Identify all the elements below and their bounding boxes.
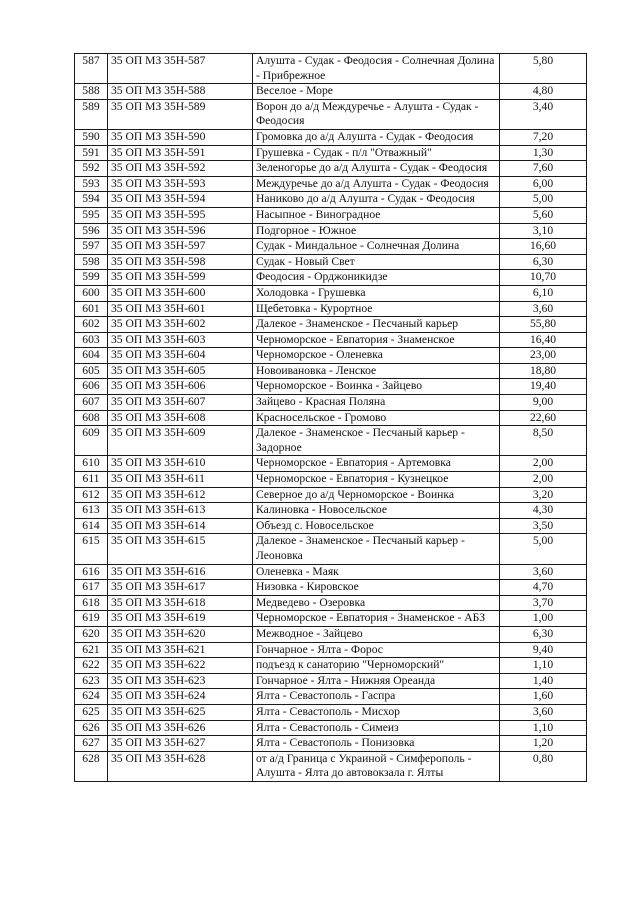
road-name-cell: Красносельское - Громово	[253, 410, 500, 426]
road-length-cell: 7,60	[500, 161, 587, 177]
road-length-cell: 23,00	[500, 348, 587, 364]
table-row	[75, 673, 587, 689]
table-row	[75, 564, 587, 580]
road-code-cell: 35 ОП МЗ 35Н-610	[108, 456, 253, 472]
road-length-cell: 1,20	[500, 736, 587, 752]
table-row	[75, 317, 587, 333]
row-number-cell: 621	[75, 642, 108, 658]
row-number-cell: 598	[75, 254, 108, 270]
road-code-cell: 35 ОП МЗ 35Н-596	[108, 223, 253, 239]
row-number-cell: 617	[75, 580, 108, 596]
row-number-cell: 620	[75, 626, 108, 642]
road-code-cell: 35 ОП МЗ 35Н-611	[108, 472, 253, 488]
road-code-cell: 35 ОП МЗ 35Н-622	[108, 658, 253, 674]
road-length-cell: 0,80	[500, 751, 587, 781]
table-row	[75, 426, 587, 456]
table-row	[75, 379, 587, 395]
road-length-cell: 3,60	[500, 704, 587, 720]
table-row	[75, 161, 587, 177]
road-length-cell: 1,40	[500, 673, 587, 689]
table-row	[75, 145, 587, 161]
roads-table	[74, 53, 587, 782]
road-length-cell: 9,00	[500, 395, 587, 411]
table-row	[75, 580, 587, 596]
road-name-cell: Щебетовка - Курортное	[253, 301, 500, 317]
table-row	[75, 54, 587, 84]
table-row	[75, 348, 587, 364]
road-length-cell: 19,40	[500, 379, 587, 395]
row-number-cell: 592	[75, 161, 108, 177]
road-code-cell: 35 ОП МЗ 35Н-588	[108, 84, 253, 100]
table-row	[75, 363, 587, 379]
table-row	[75, 472, 587, 488]
road-name-cell: Межводное - Зайцево	[253, 626, 500, 642]
road-code-cell: 35 ОП МЗ 35Н-609	[108, 426, 253, 456]
road-name-cell: Зайцево - Красная Поляна	[253, 395, 500, 411]
row-number-cell: 608	[75, 410, 108, 426]
road-code-cell: 35 ОП МЗ 35Н-616	[108, 564, 253, 580]
road-length-cell: 5,00	[500, 534, 587, 564]
table-row	[75, 720, 587, 736]
road-name-cell: Низовка - Кировское	[253, 580, 500, 596]
row-number-cell: 589	[75, 99, 108, 129]
road-length-cell: 6,00	[500, 176, 587, 192]
road-length-cell: 8,50	[500, 426, 587, 456]
table-row	[75, 487, 587, 503]
road-code-cell: 35 ОП МЗ 35Н-612	[108, 487, 253, 503]
road-code-cell: 35 ОП МЗ 35Н-628	[108, 751, 253, 781]
road-code-cell: 35 ОП МЗ 35Н-613	[108, 503, 253, 519]
road-length-cell: 1,30	[500, 145, 587, 161]
row-number-cell: 606	[75, 379, 108, 395]
road-name-cell: Ворон до а/д Междуречье - Алушта - Судак - Феодосия	[253, 99, 500, 129]
road-name-cell: Черноморское - Евпатория - Кузнецкое	[253, 472, 500, 488]
road-code-cell: 35 ОП МЗ 35Н-621	[108, 642, 253, 658]
road-name-cell: Калиновка - Новосельское	[253, 503, 500, 519]
road-code-cell: 35 ОП МЗ 35Н-627	[108, 736, 253, 752]
road-name-cell: Далекое - Знаменское - Песчаный карьер - Задорное	[253, 426, 500, 456]
road-code-cell: 35 ОП МЗ 35Н-617	[108, 580, 253, 596]
road-name-cell: Гончарное - Ялта - Нижняя Ореанда	[253, 673, 500, 689]
row-number-cell: 594	[75, 192, 108, 208]
road-length-cell: 5,80	[500, 54, 587, 84]
table-row	[75, 410, 587, 426]
road-name-cell: Судак - Новый Свет	[253, 254, 500, 270]
road-name-cell: Холодовка - Грушевка	[253, 285, 500, 301]
road-length-cell: 7,20	[500, 129, 587, 145]
road-length-cell: 5,60	[500, 207, 587, 223]
road-code-cell: 35 ОП МЗ 35Н-626	[108, 720, 253, 736]
row-number-cell: 607	[75, 395, 108, 411]
table-row	[75, 254, 587, 270]
road-name-cell: Ялта - Севастополь - Понизовка	[253, 736, 500, 752]
table-row	[75, 704, 587, 720]
table-row	[75, 626, 587, 642]
road-length-cell: 4,70	[500, 580, 587, 596]
table-row	[75, 223, 587, 239]
road-length-cell: 1,10	[500, 658, 587, 674]
road-name-cell: Судак - Миндальное - Солнечная Долина	[253, 239, 500, 255]
road-name-cell: Оленевка - Маяк	[253, 564, 500, 580]
road-code-cell: 35 ОП МЗ 35Н-615	[108, 534, 253, 564]
road-code-cell: 35 ОП МЗ 35Н-594	[108, 192, 253, 208]
road-code-cell: 35 ОП МЗ 35Н-587	[108, 54, 253, 84]
row-number-cell: 605	[75, 363, 108, 379]
road-code-cell: 35 ОП МЗ 35Н-595	[108, 207, 253, 223]
table-row	[75, 270, 587, 286]
row-number-cell: 601	[75, 301, 108, 317]
road-code-cell: 35 ОП МЗ 35Н-601	[108, 301, 253, 317]
row-number-cell: 587	[75, 54, 108, 84]
road-name-cell: Ялта - Севастополь - Мисхор	[253, 704, 500, 720]
road-code-cell: 35 ОП МЗ 35Н-604	[108, 348, 253, 364]
road-name-cell: Алушта - Судак - Феодосия - Солнечная Долина - Прибрежное	[253, 54, 500, 84]
row-number-cell: 609	[75, 426, 108, 456]
road-name-cell: Медведево - Озеровка	[253, 595, 500, 611]
road-length-cell: 1,10	[500, 720, 587, 736]
road-code-cell: 35 ОП МЗ 35Н-605	[108, 363, 253, 379]
road-code-cell: 35 ОП МЗ 35Н-593	[108, 176, 253, 192]
table-row	[75, 518, 587, 534]
row-number-cell: 588	[75, 84, 108, 100]
road-length-cell: 55,80	[500, 317, 587, 333]
road-name-cell: Черноморское - Воинка - Зайцево	[253, 379, 500, 395]
road-name-cell: Черноморское - Евпатория - Артемовка	[253, 456, 500, 472]
road-name-cell: подъезд к санаторию "Черноморский"	[253, 658, 500, 674]
road-name-cell: Подгорное - Южное	[253, 223, 500, 239]
road-length-cell: 3,10	[500, 223, 587, 239]
road-name-cell: Феодосия - Орджоникидзе	[253, 270, 500, 286]
road-name-cell: от а/д Граница с Украиной - Симферополь - Алушта - Ялта до автовокзала г. Ялты	[253, 751, 500, 781]
road-name-cell: Черноморское - Евпатория - Знаменское - АБЗ	[253, 611, 500, 627]
road-length-cell: 18,80	[500, 363, 587, 379]
row-number-cell: 623	[75, 673, 108, 689]
road-code-cell: 35 ОП МЗ 35Н-599	[108, 270, 253, 286]
road-length-cell: 4,80	[500, 84, 587, 100]
road-code-cell: 35 ОП МЗ 35Н-598	[108, 254, 253, 270]
road-code-cell: 35 ОП МЗ 35Н-620	[108, 626, 253, 642]
row-number-cell: 600	[75, 285, 108, 301]
road-length-cell: 2,00	[500, 456, 587, 472]
road-code-cell: 35 ОП МЗ 35Н-624	[108, 689, 253, 705]
row-number-cell: 593	[75, 176, 108, 192]
road-name-cell: Веселое - Море	[253, 84, 500, 100]
table-row	[75, 736, 587, 752]
row-number-cell: 611	[75, 472, 108, 488]
road-length-cell: 3,70	[500, 595, 587, 611]
road-length-cell: 3,60	[500, 301, 587, 317]
road-code-cell: 35 ОП МЗ 35Н-607	[108, 395, 253, 411]
road-name-cell: Междуречье до а/д Алушта - Судак - Феодосия	[253, 176, 500, 192]
road-length-cell: 5,00	[500, 192, 587, 208]
road-code-cell: 35 ОП МЗ 35Н-590	[108, 129, 253, 145]
road-length-cell: 6,30	[500, 254, 587, 270]
table-row	[75, 99, 587, 129]
row-number-cell: 591	[75, 145, 108, 161]
table-row	[75, 456, 587, 472]
road-length-cell: 6,10	[500, 285, 587, 301]
row-number-cell: 613	[75, 503, 108, 519]
row-number-cell: 599	[75, 270, 108, 286]
road-length-cell: 22,60	[500, 410, 587, 426]
road-name-cell: Ялта - Севастополь - Гаспра	[253, 689, 500, 705]
table-row	[75, 395, 587, 411]
row-number-cell: 619	[75, 611, 108, 627]
road-code-cell: 35 ОП МЗ 35Н-619	[108, 611, 253, 627]
road-name-cell: Черноморское - Оленевка	[253, 348, 500, 364]
road-code-cell: 35 ОП МЗ 35Н-589	[108, 99, 253, 129]
table-row	[75, 192, 587, 208]
road-name-cell: Ялта - Севастополь - Симеиз	[253, 720, 500, 736]
road-name-cell: Объезд с. Новосельское	[253, 518, 500, 534]
table-row	[75, 595, 587, 611]
road-length-cell: 16,60	[500, 239, 587, 255]
table-row	[75, 611, 587, 627]
row-number-cell: 628	[75, 751, 108, 781]
table-row	[75, 658, 587, 674]
row-number-cell: 624	[75, 689, 108, 705]
table-row	[75, 285, 587, 301]
row-number-cell: 610	[75, 456, 108, 472]
row-number-cell: 627	[75, 736, 108, 752]
road-code-cell: 35 ОП МЗ 35Н-600	[108, 285, 253, 301]
row-number-cell: 626	[75, 720, 108, 736]
row-number-cell: 614	[75, 518, 108, 534]
road-length-cell: 2,00	[500, 472, 587, 488]
row-number-cell: 596	[75, 223, 108, 239]
road-code-cell: 35 ОП МЗ 35Н-625	[108, 704, 253, 720]
road-name-cell: Черноморское - Евпатория - Знаменское	[253, 332, 500, 348]
road-name-cell: Грушевка - Судак - п/л "Отважный"	[253, 145, 500, 161]
table-row	[75, 534, 587, 564]
road-name-cell: Гончарное - Ялта - Форос	[253, 642, 500, 658]
table-row	[75, 751, 587, 781]
road-code-cell: 35 ОП МЗ 35Н-606	[108, 379, 253, 395]
road-code-cell: 35 ОП МЗ 35Н-591	[108, 145, 253, 161]
row-number-cell: 625	[75, 704, 108, 720]
table-row	[75, 207, 587, 223]
road-code-cell: 35 ОП МЗ 35Н-603	[108, 332, 253, 348]
road-code-cell: 35 ОП МЗ 35Н-623	[108, 673, 253, 689]
row-number-cell: 603	[75, 332, 108, 348]
table-row	[75, 332, 587, 348]
table-row	[75, 503, 587, 519]
row-number-cell: 616	[75, 564, 108, 580]
road-length-cell: 6,30	[500, 626, 587, 642]
roads-table-body	[75, 54, 587, 782]
row-number-cell: 602	[75, 317, 108, 333]
road-length-cell: 3,40	[500, 99, 587, 129]
road-name-cell: Далекое - Знаменское - Песчаный карьер	[253, 317, 500, 333]
road-name-cell: Далекое - Знаменское - Песчаный карьер - Леоновка	[253, 534, 500, 564]
table-row	[75, 689, 587, 705]
table-row	[75, 84, 587, 100]
road-length-cell: 9,40	[500, 642, 587, 658]
row-number-cell: 597	[75, 239, 108, 255]
road-code-cell: 35 ОП МЗ 35Н-592	[108, 161, 253, 177]
table-row	[75, 239, 587, 255]
row-number-cell: 590	[75, 129, 108, 145]
table-row	[75, 129, 587, 145]
road-code-cell: 35 ОП МЗ 35Н-597	[108, 239, 253, 255]
road-name-cell: Наниково до а/д Алушта - Судак - Феодосия	[253, 192, 500, 208]
road-length-cell: 16,40	[500, 332, 587, 348]
road-name-cell: Северное до а/д Черноморское - Воинка	[253, 487, 500, 503]
row-number-cell: 618	[75, 595, 108, 611]
road-length-cell: 10,70	[500, 270, 587, 286]
road-name-cell: Зеленогорье до а/д Алушта - Судак - Феодосия	[253, 161, 500, 177]
table-row	[75, 176, 587, 192]
road-length-cell: 1,00	[500, 611, 587, 627]
row-number-cell: 604	[75, 348, 108, 364]
road-length-cell: 1,60	[500, 689, 587, 705]
table-row	[75, 301, 587, 317]
road-name-cell: Насыпное - Виноградное	[253, 207, 500, 223]
row-number-cell: 612	[75, 487, 108, 503]
road-code-cell: 35 ОП МЗ 35Н-602	[108, 317, 253, 333]
road-code-cell: 35 ОП МЗ 35Н-618	[108, 595, 253, 611]
road-code-cell: 35 ОП МЗ 35Н-608	[108, 410, 253, 426]
row-number-cell: 622	[75, 658, 108, 674]
road-code-cell: 35 ОП МЗ 35Н-614	[108, 518, 253, 534]
road-length-cell: 3,20	[500, 487, 587, 503]
road-length-cell: 3,50	[500, 518, 587, 534]
road-length-cell: 3,60	[500, 564, 587, 580]
row-number-cell: 615	[75, 534, 108, 564]
road-name-cell: Новоивановка - Ленское	[253, 363, 500, 379]
road-length-cell: 4,30	[500, 503, 587, 519]
road-name-cell: Громовка до а/д Алушта - Судак - Феодосия	[253, 129, 500, 145]
row-number-cell: 595	[75, 207, 108, 223]
table-row	[75, 642, 587, 658]
